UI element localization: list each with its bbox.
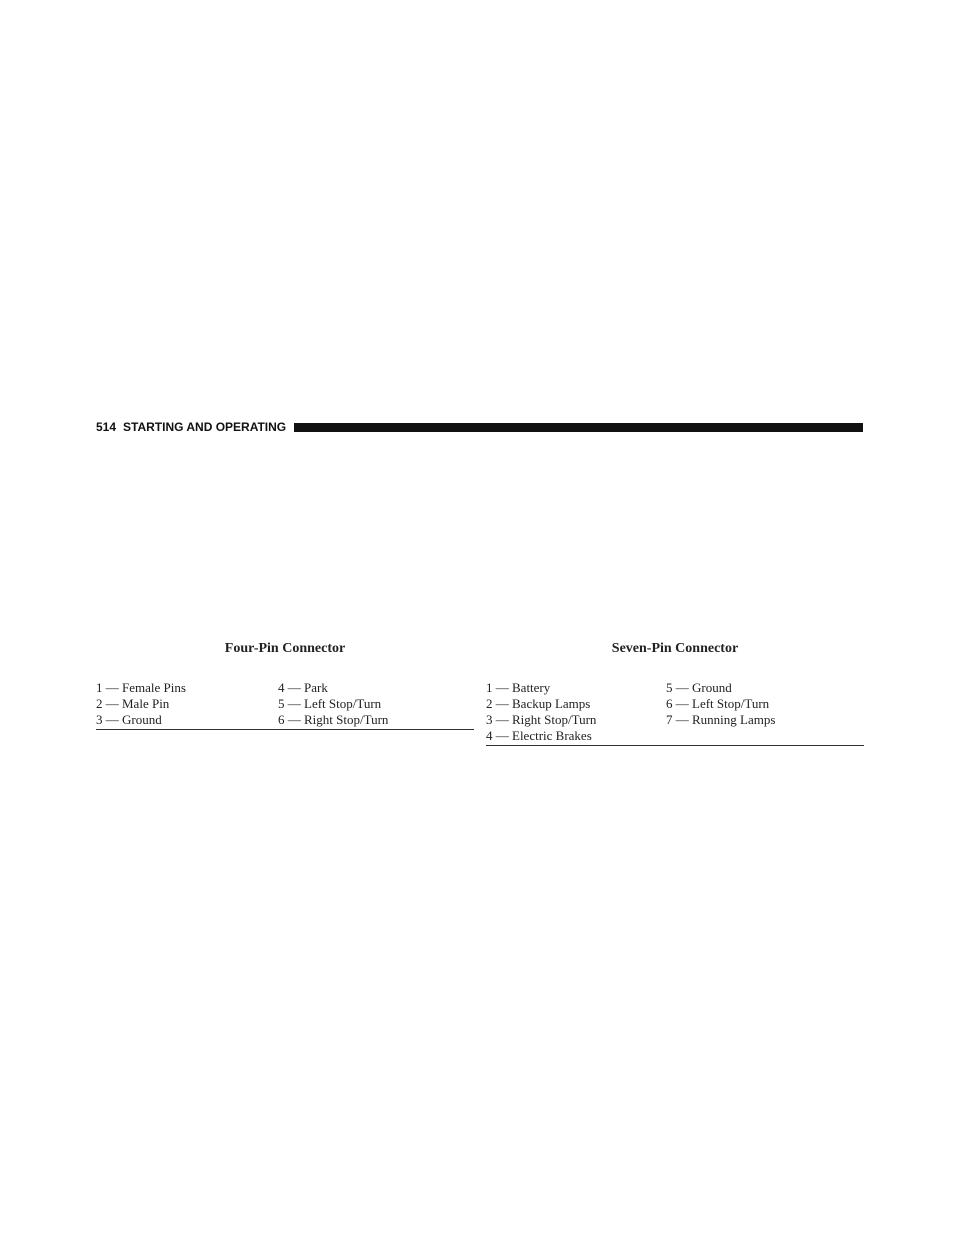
legend-item: 5 — Left Stop/Turn xyxy=(278,696,382,711)
legend-item: 1 — Female Pins xyxy=(96,680,186,695)
seven-pin-caption xyxy=(486,640,864,746)
seven-pin-title: Seven-Pin Connector xyxy=(611,641,739,656)
legend-item: 7 — Running Lamps xyxy=(666,712,776,727)
legend-item: 3 — Right Stop/Turn xyxy=(486,712,597,727)
legend-item: 1 — Battery xyxy=(486,680,551,695)
page-header xyxy=(96,419,863,435)
four-pin-legend xyxy=(96,680,474,728)
caption-rule xyxy=(96,729,474,730)
legend-item: 5 — Ground xyxy=(666,680,732,695)
four-pin-title: Four-Pin Connector xyxy=(224,641,346,656)
legend-item: 6 — Left Stop/Turn xyxy=(666,696,770,711)
legend-item: 4 — Park xyxy=(278,680,328,695)
page-number: 514 xyxy=(96,420,117,434)
four-pin-caption xyxy=(96,640,474,730)
legend-item: 6 — Right Stop/Turn xyxy=(278,712,389,727)
legend-item: 3 — Ground xyxy=(96,712,162,727)
seven-pin-legend xyxy=(486,680,864,744)
legend-item-empty xyxy=(666,728,864,744)
legend-item: 2 — Backup Lamps xyxy=(486,696,591,711)
section-title: STARTING AND OPERATING xyxy=(123,420,287,434)
header-rule xyxy=(294,423,863,432)
legend-item: 4 — Electric Brakes xyxy=(486,728,592,743)
caption-rule xyxy=(486,745,864,746)
legend-item: 2 — Male Pin xyxy=(96,696,170,711)
